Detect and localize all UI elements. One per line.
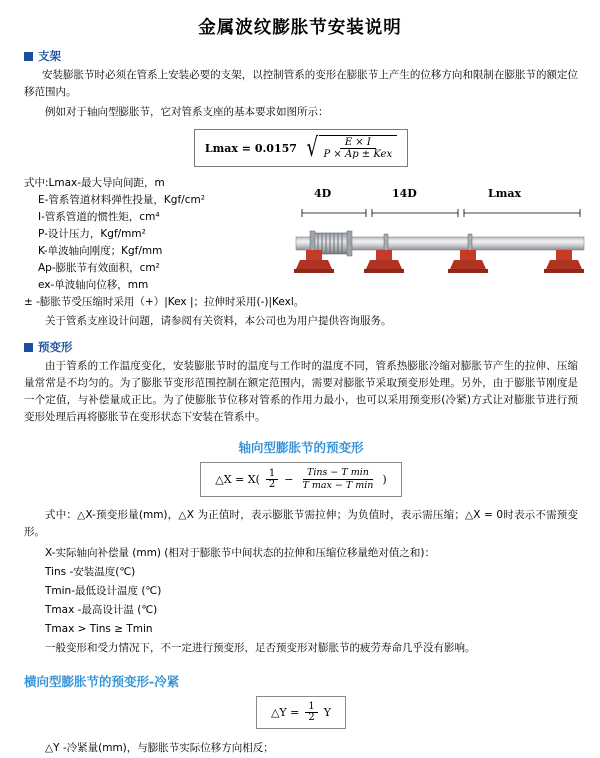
square-bullet-icon (24, 52, 33, 61)
bracket-paragraph-2: 例如对于轴向型膨胀节，它对管系支座的基本要求如图所示： (45, 106, 329, 118)
variable-list (24, 175, 305, 311)
lateral-note: △Y -冷紧量(mm)，与膨胀节实际位移方向相反； (45, 741, 274, 754)
variable-line: K-单波轴向刚度；Kgf/mm (38, 245, 163, 257)
axial-note-7: 一般变形和受力情况下，不一定进行预变形，足否预变形对膨胀节的疲劳寿命几乎没有影响。 (45, 642, 476, 655)
pipe-system-figure (292, 175, 588, 289)
variables-and-figure (24, 175, 578, 311)
variable-line: E-管系管道材料弹性投量，Kgf/cm² (38, 194, 205, 206)
lmax-fraction-denominator: P × Ap ± Kex (323, 149, 393, 160)
axial-note-3: Tins -安装温度(℃) (45, 566, 136, 579)
variable-line: Ap-膨胀节有效面积，cm² (38, 262, 160, 274)
bracket-closing-paragraph: 关于管系支座设计问题，请参阅有关资料，本公司也为用户提供咨询服务。 (45, 315, 392, 327)
predeform-paragraph-1: 由于管系的工作温度变化，安装膨胀节时的温度与工作时的温度不同，管系热膨胀冷缩对膨胀节产生的拉伸、压缩量常常是不均匀的。为了膨胀节变形范围控制在额定范围内，需要对膨胀节采取预变形处理。另外，由于膨胀节刚度是一个定值，与补偿量成正比。为了使膨胀节位移对管系的作用力最小，也可以采用预变形(冷紧)方式让对膨胀节进行预变形处理后再将膨胀节在变形状态下安装在管系中。 (24, 360, 578, 423)
radical-sign-icon: √ (306, 133, 319, 163)
subheading-axial: 轴向型膨胀节的预变形 (238, 440, 364, 455)
lateral-formula-half-numerator: 1 (305, 702, 317, 713)
axial-formula-box (200, 462, 401, 497)
section-heading-bracket (24, 48, 578, 64)
axial-note-4: Tmin-最低设计温度 (℃) (45, 585, 162, 598)
section-heading-predeform-label: 预变形 (38, 340, 73, 354)
square-bullet-icon (24, 343, 33, 352)
figure-label-14d: 14D (392, 187, 417, 200)
bracket-paragraph-1 (24, 67, 578, 101)
figure-label-lmax: Lmax (488, 187, 522, 200)
lateral-formula-half (305, 702, 317, 723)
axial-note-1: 式中：△X-预变形量(mm)，△X 为正值时，表示膨胀节需拉伸；为负值时，表示需压缩；△X = 0时表示不需预变形。 (24, 508, 578, 538)
radical-icon (304, 135, 397, 161)
lateral-formula-box (256, 696, 346, 729)
axial-note-2: X-实际轴向补偿量 (mm) (相对于膨胀节中间状态的拉伸和压缩位移量绝对值之和)： (45, 546, 435, 559)
axial-note-5: Tmax -最高设计温 (℃) (45, 604, 158, 617)
axial-formula-fraction-numerator: Tins − T min (303, 468, 373, 480)
variable-line: ± -膨胀节受压缩时采用（+）|Kex |；拉伸时采用(-)|Kexl。 (24, 296, 305, 308)
lmax-formula-box (194, 129, 408, 167)
lmax-formula (24, 129, 578, 167)
page-title: 金属波纹膨胀节安装说明 (198, 18, 402, 38)
axial-formula (24, 462, 578, 497)
variable-line: 式中:Lmax-最大导向间距，m (24, 177, 165, 189)
axial-formula-half-denominator: 2 (268, 478, 276, 490)
lmax-fraction (319, 135, 398, 161)
lateral-formula-half-denominator: 2 (308, 711, 315, 723)
axial-formula-lhs: △X = X( (215, 472, 260, 486)
axial-formula-minus: − (284, 472, 294, 486)
axial-formula-fraction (299, 468, 378, 491)
lmax-fraction-numerator: E × I (340, 136, 376, 149)
lateral-formula-lhs: △Y = (270, 705, 300, 719)
section-heading-bracket-label: 支架 (38, 49, 61, 63)
bracket-paragraph-1-text: 安装膨胀节时必须在管系上安装必要的支架，以控制管系的变形在膨胀节上产生的位移方向和限制在膨胀节的额定位移范围内。 (24, 69, 578, 98)
document-page (0, 14, 600, 754)
axial-note-6: Tmax > Tins ≥ Tmin (45, 623, 153, 636)
lmax-formula-lhs: Lmax = 0.0157 (204, 141, 297, 155)
axial-formula-half-numerator: 1 (266, 469, 278, 480)
section-heading-predeform (24, 339, 578, 355)
document-content (0, 48, 600, 758)
variable-line: ex-单波轴向位移，mm (38, 279, 149, 291)
figure-labels (292, 187, 588, 203)
lateral-formula-rhs: Y (323, 705, 332, 719)
axial-formula-rhs: ) (382, 472, 387, 486)
variable-line: I-管系管道的惯性矩，cm⁴ (38, 211, 160, 223)
lateral-formula (24, 696, 578, 729)
axial-formula-half (266, 469, 278, 490)
subheading-lateral: 横向型膨胀节的预变形-冷紧 (24, 673, 180, 689)
pipe-diagram-icon (292, 203, 588, 289)
axial-formula-fraction-denominator: T max − T min (302, 479, 374, 491)
variable-line: P-设计压力，Kgf/mm² (38, 228, 146, 240)
figure-label-4d: 4D (314, 187, 332, 200)
